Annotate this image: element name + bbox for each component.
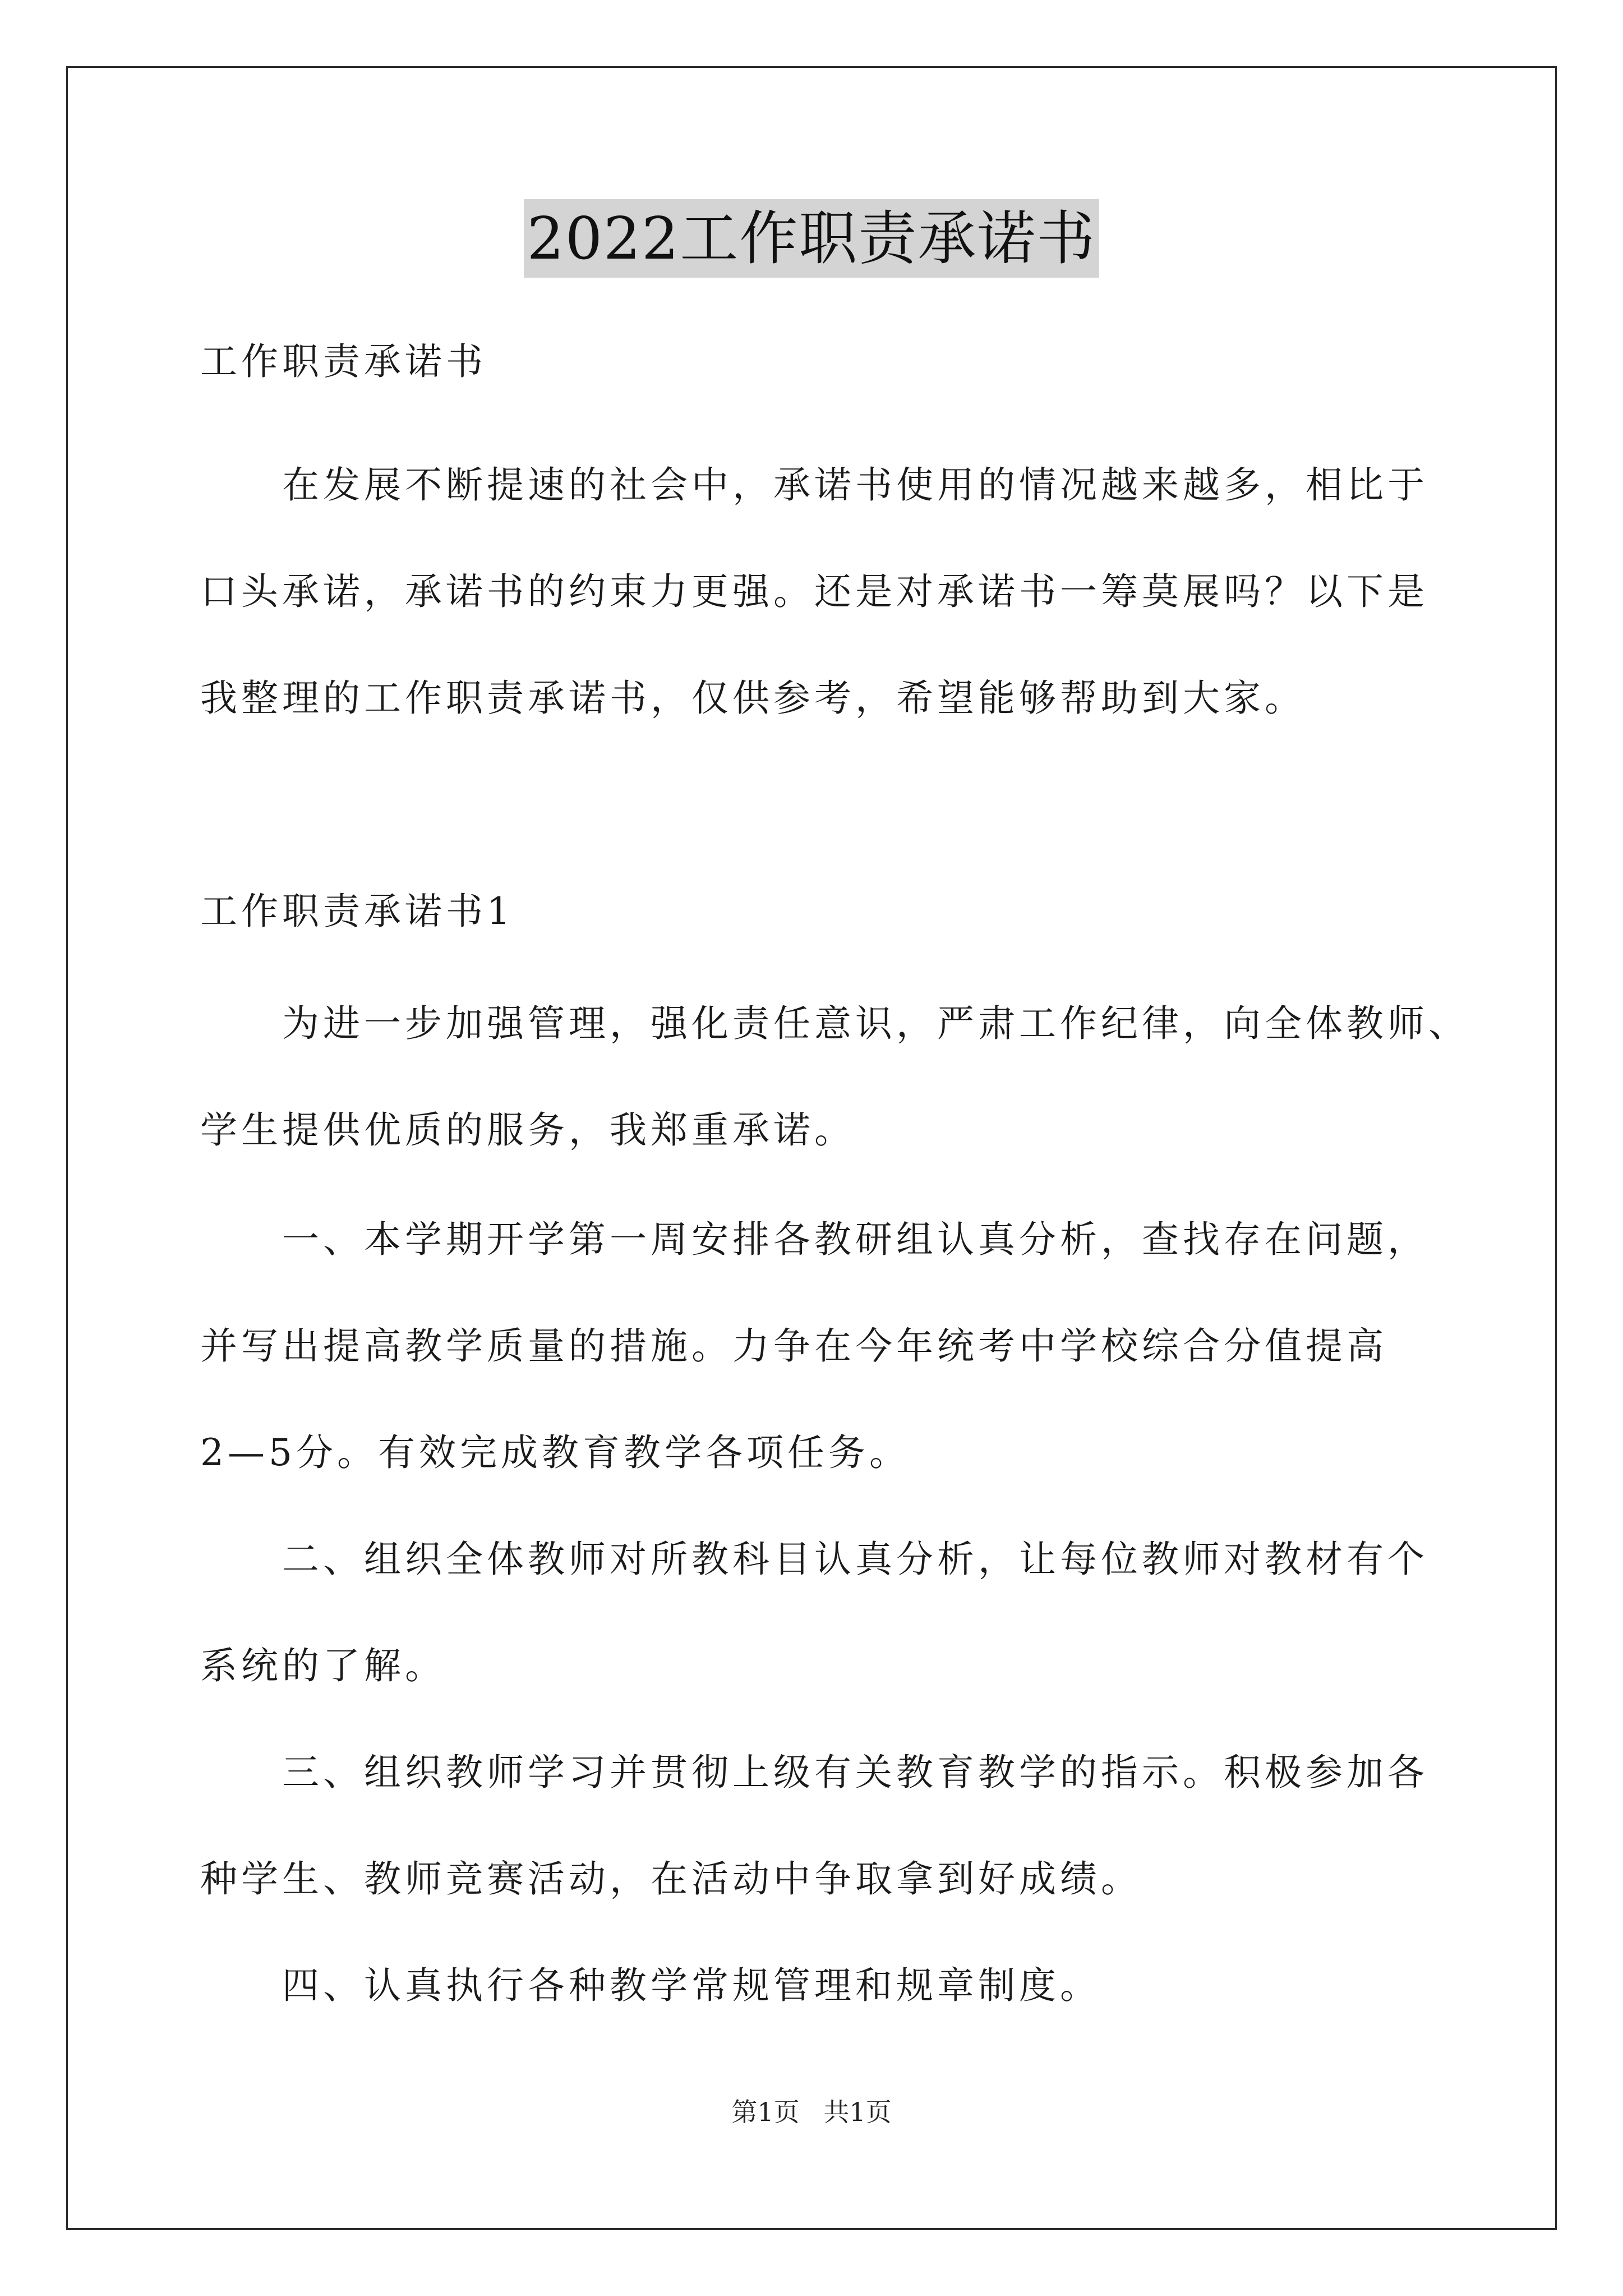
page-number-total: 共1页 bbox=[823, 2097, 892, 2127]
title-container bbox=[0, 199, 1623, 278]
item-1-line-2: 并写出提高教学质量的措施。力争在今年统考中学校综合分值提高 bbox=[200, 1324, 1387, 1368]
section-heading-1: 工作职责承诺书1 bbox=[200, 890, 514, 933]
item-3-line-1: 三、组织教师学习并贯彻上级有关教育教学的指示。积极参加各 bbox=[282, 1751, 1428, 1794]
para-1-line-2: 学生提供优质的服务，我郑重承诺。 bbox=[200, 1108, 855, 1152]
item-2-line-1: 二、组织全体教师对所教科目认真分析，让每位教师对教材有个 bbox=[282, 1538, 1428, 1581]
page-footer bbox=[0, 2095, 1623, 2129]
para-1-line-1: 为进一步加强管理，强化责任意识，严肃工作纪律，向全体教师、 bbox=[282, 1002, 1469, 1045]
intro-line-1: 在发展不断提速的社会中，承诺书使用的情况越来越多，相比于 bbox=[282, 463, 1428, 507]
item-3-line-2: 种学生、教师竞赛活动，在活动中争取拿到好成绩。 bbox=[200, 1857, 1142, 1901]
item-1-line-3: 2—5分。有效完成教育教学各项任务。 bbox=[200, 1431, 910, 1474]
subtitle-line: 工作职责承诺书 bbox=[200, 340, 487, 383]
document-title: 2022工作职责承诺书 bbox=[524, 199, 1100, 278]
intro-line-2: 口头承诺，承诺书的约束力更强。还是对承诺书一筹莫展吗？以下是 bbox=[200, 570, 1428, 613]
intro-line-3: 我整理的工作职责承诺书，仅供参考，希望能够帮助到大家。 bbox=[200, 677, 1306, 720]
item-2-line-2: 系统的了解。 bbox=[200, 1644, 446, 1687]
item-4-line-1: 四、认真执行各种教学常规管理和规章制度。 bbox=[282, 1964, 1101, 2007]
item-1-line-1: 一、本学期开学第一周安排各教研组认真分析，查找存在问题， bbox=[282, 1218, 1428, 1261]
page-number-current: 第1页 bbox=[731, 2097, 800, 2127]
